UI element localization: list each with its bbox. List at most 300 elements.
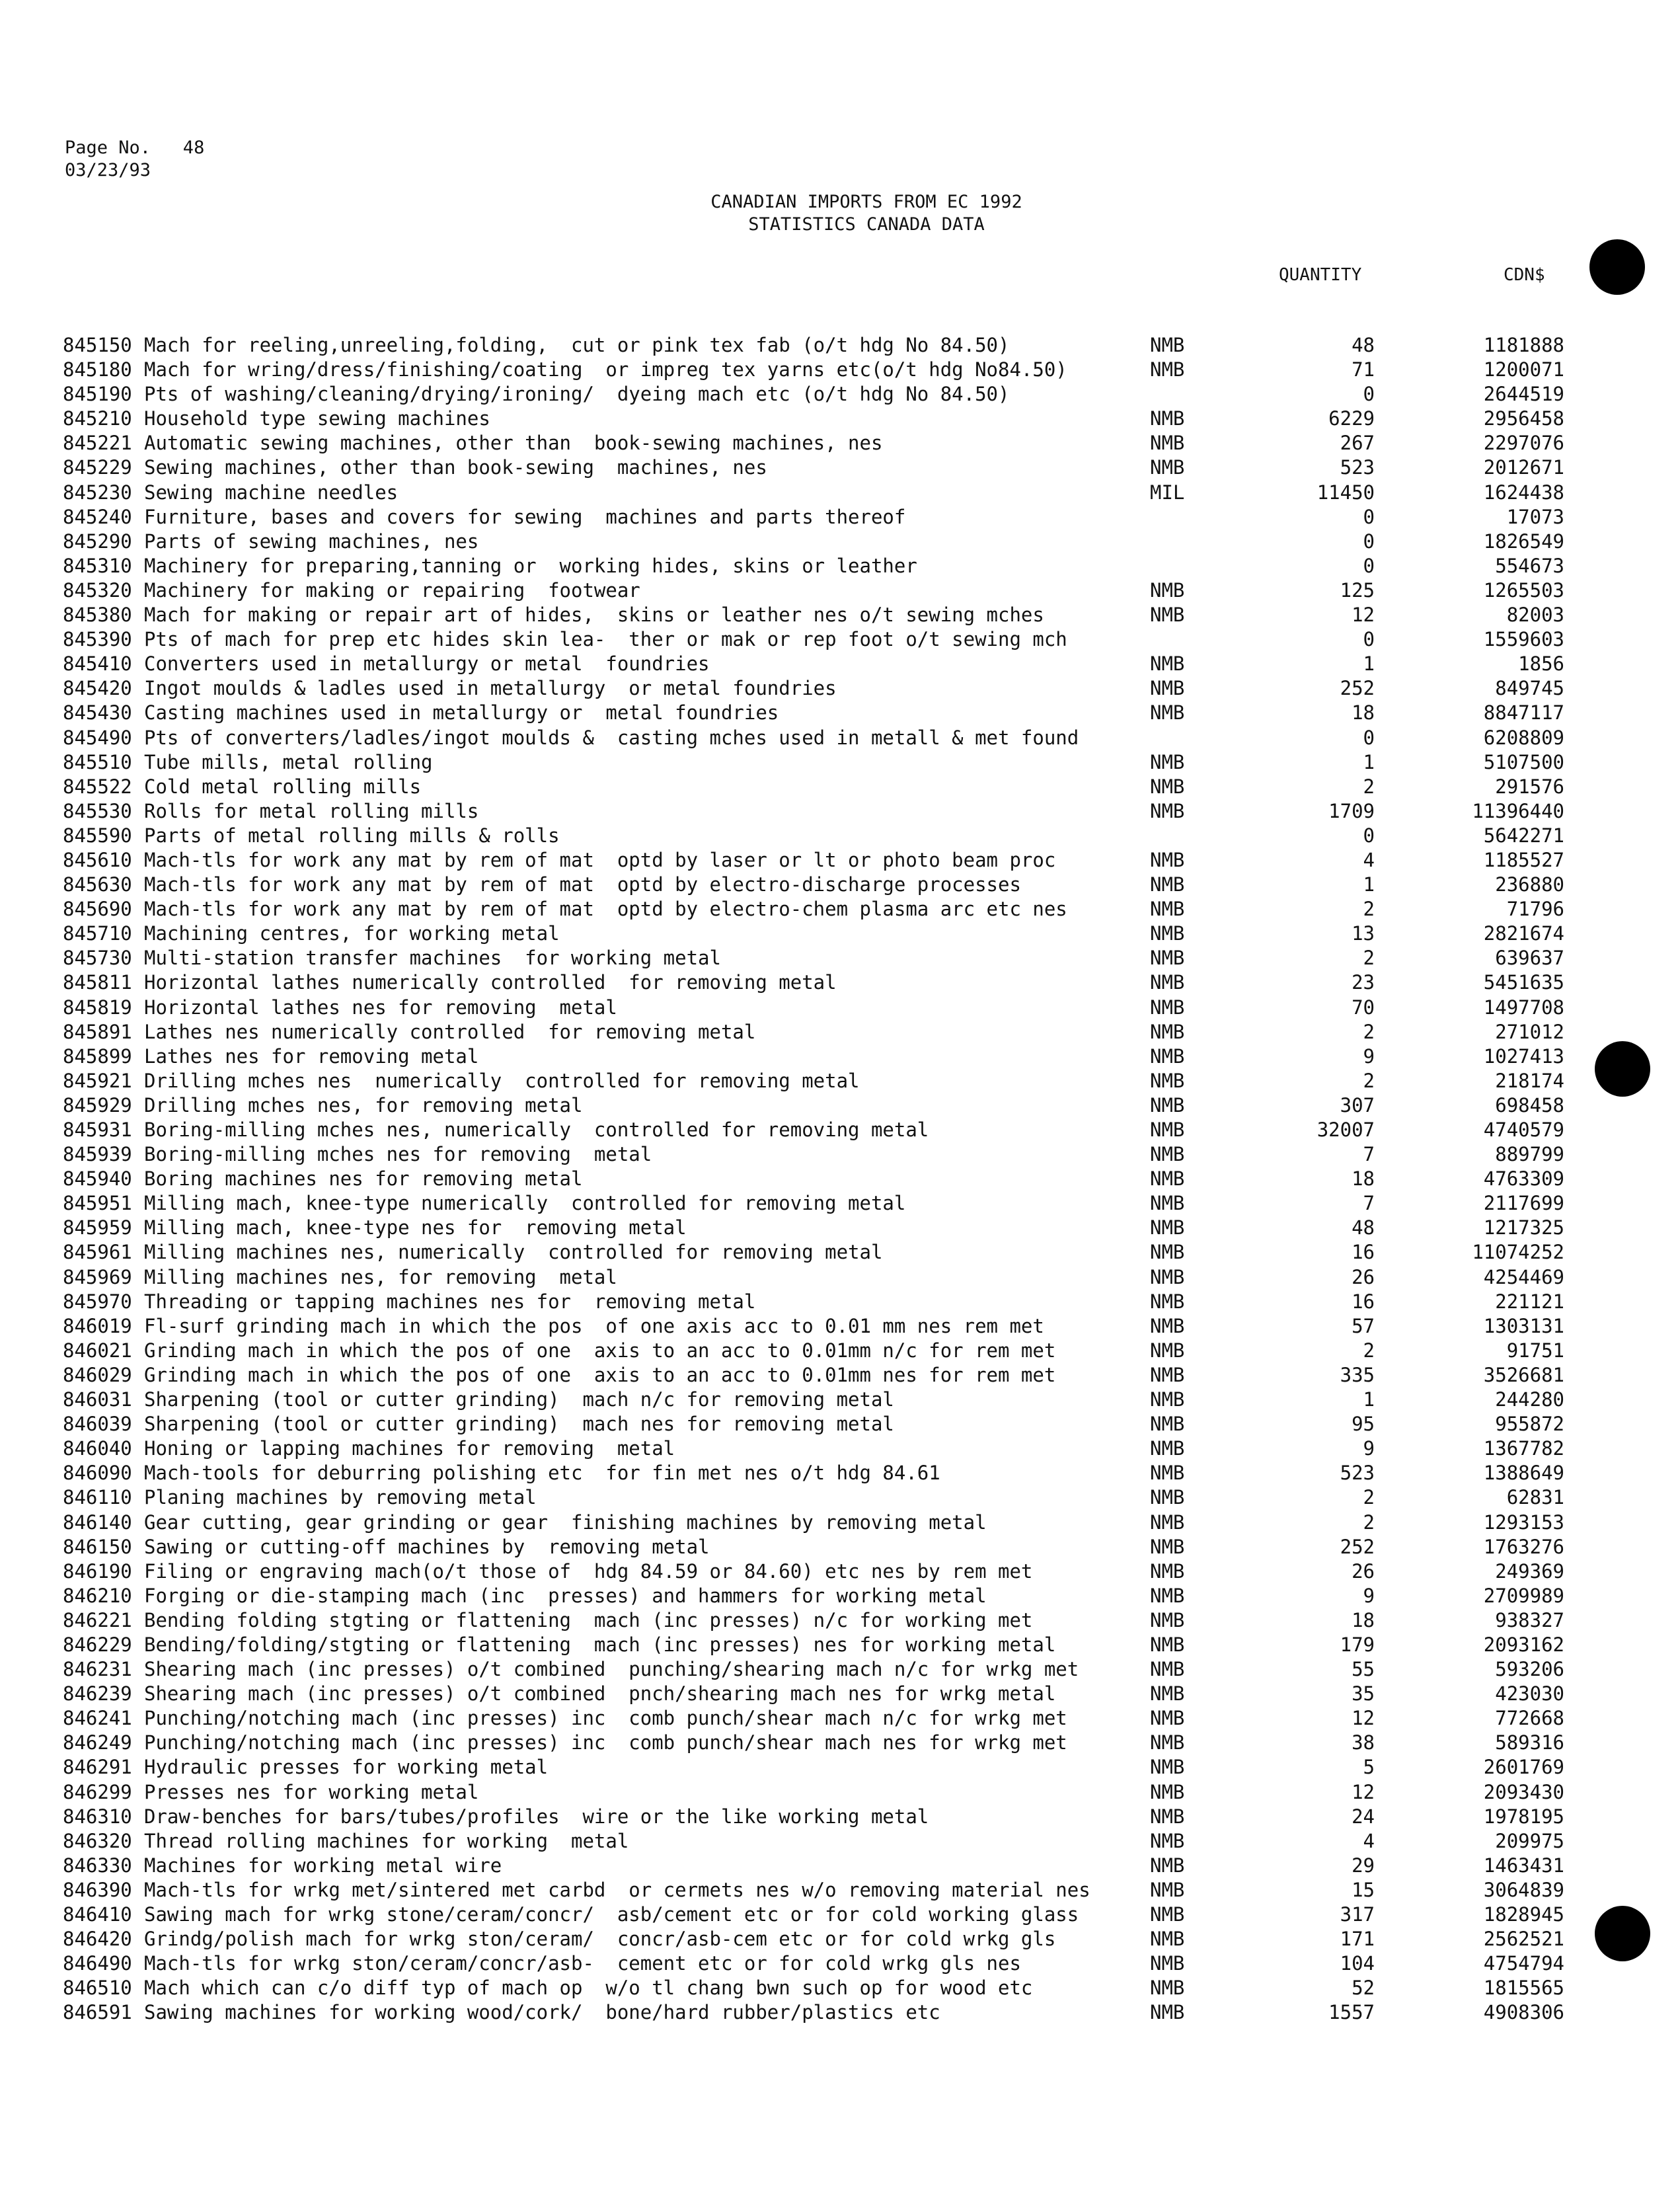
- hs-code-cell: 846410: [63, 1903, 132, 1926]
- table-row: [0, 1731, 1680, 1755]
- value-column-header: CDN$: [1504, 265, 1545, 285]
- unit-cell: NMB: [1150, 1265, 1185, 1288]
- value-cell: 6208809: [1483, 726, 1564, 749]
- unit-cell: NMB: [1150, 1486, 1185, 1509]
- description-cell: Filing or engraving mach(o/t those of hdg 84.59 or 84.60) etc nes by rem met: [144, 1559, 1033, 1583]
- quantity-cell: 11450: [1317, 481, 1375, 504]
- description-cell: Milling machines nes, for removing metal: [144, 1265, 617, 1288]
- table-row: [0, 1436, 1680, 1461]
- unit-cell: NMB: [1150, 1511, 1185, 1534]
- description-cell: Tube mills, metal rolling: [144, 750, 433, 773]
- table-row: [0, 775, 1680, 799]
- unit-cell: NMB: [1150, 1608, 1185, 1631]
- value-cell: 938327: [1495, 1608, 1564, 1631]
- table-row: [0, 701, 1680, 725]
- hs-code-cell: 846591: [63, 2001, 132, 2024]
- table-row: [0, 1657, 1680, 1682]
- description-cell: Mach-tls for wrkg ston/ceram/concr/asb- cement etc or for cold wrkg gls nes: [144, 1952, 1021, 1975]
- quantity-cell: 252: [1340, 677, 1375, 700]
- hs-code-cell: 846150: [63, 1535, 132, 1558]
- value-cell: 1388649: [1483, 1462, 1564, 1485]
- description-cell: Sawing or cutting-off machines by removing metal: [144, 1535, 710, 1558]
- value-cell: 849745: [1495, 677, 1564, 700]
- value-cell: 244280: [1495, 1388, 1564, 1411]
- value-cell: 1815565: [1483, 1977, 1564, 2000]
- value-cell: 1856: [1518, 652, 1564, 676]
- quantity-cell: 32007: [1317, 1119, 1375, 1141]
- table-row: [0, 603, 1680, 627]
- value-cell: 554673: [1495, 554, 1564, 577]
- description-cell: Horizontal lathes numerically controlled for removing metal: [144, 971, 837, 994]
- unit-cell: NMB: [1150, 407, 1185, 430]
- hs-code-cell: 846490: [63, 1952, 132, 1975]
- quantity-cell: 0: [1363, 628, 1375, 651]
- unit-cell: NMB: [1150, 1535, 1185, 1558]
- description-cell: Grinding mach in which the pos of one axis to an acc to 0.01mm n/c for rem met: [144, 1339, 1056, 1362]
- quantity-cell: 1: [1363, 873, 1375, 896]
- table-row: [0, 824, 1680, 848]
- value-cell: 291576: [1495, 775, 1564, 798]
- value-cell: 1497708: [1483, 996, 1564, 1019]
- quantity-cell: 2: [1363, 1486, 1375, 1509]
- quantity-cell: 38: [1352, 1731, 1375, 1754]
- table-row: [0, 455, 1680, 480]
- description-cell: Mach-tls for work any mat by rem of mat optd by laser or lt or photo beam proc: [144, 848, 1056, 871]
- value-cell: 82003: [1506, 604, 1564, 627]
- hs-code-cell: 846140: [63, 1511, 132, 1534]
- table-row: [0, 1706, 1680, 1731]
- description-cell: Presses nes for working metal: [144, 1780, 479, 1803]
- value-cell: 1027413: [1483, 1044, 1564, 1068]
- unit-cell: NMB: [1150, 775, 1185, 798]
- table-row: [0, 505, 1680, 530]
- unit-cell: NMB: [1150, 1069, 1185, 1092]
- description-cell: Pts of mach for prep etc hides skin lea- ther or mak or rep foot o/t sewing mch: [144, 628, 1067, 651]
- value-cell: 639637: [1495, 947, 1564, 970]
- value-cell: 1826549: [1483, 530, 1564, 553]
- description-cell: Grindg/polish mach for wrkg ston/ceram/ concr/asb-cem etc or for cold wrkg gls: [144, 1928, 1056, 1951]
- table-row: [0, 1314, 1680, 1339]
- description-cell: Mach which can c/o diff typ of mach op w/o tl chang bwn such op for wood etc: [144, 1977, 1033, 2000]
- description-cell: Grinding mach in which the pos of one axis to an acc to 0.01mm nes for rem met: [144, 1363, 1056, 1386]
- table-row: [0, 1903, 1680, 1927]
- description-cell: Bending/folding/stgting or flattening mach (inc presses) nes for working metal: [144, 1633, 1056, 1656]
- description-cell: Sharpening (tool or cutter grinding) mach nes for removing metal: [144, 1413, 894, 1436]
- table-row: [0, 578, 1680, 603]
- unit-cell: NMB: [1150, 1854, 1185, 1877]
- description-cell: Threading or tapping machines nes for removing metal: [144, 1290, 756, 1313]
- quantity-cell: 2: [1363, 775, 1375, 798]
- value-cell: 271012: [1495, 1020, 1564, 1043]
- table-row: [0, 1044, 1680, 1069]
- hs-code-cell: 845180: [63, 358, 132, 381]
- table-row: [0, 970, 1680, 995]
- unit-cell: NMB: [1150, 1707, 1185, 1730]
- description-cell: Boring machines nes for removing metal: [144, 1167, 583, 1191]
- hs-code-cell: 846039: [63, 1413, 132, 1436]
- hs-code-cell: 846190: [63, 1559, 132, 1583]
- table-row: [0, 1240, 1680, 1265]
- quantity-cell: 523: [1340, 456, 1375, 479]
- value-cell: 2117699: [1483, 1192, 1564, 1215]
- description-cell: Punching/notching mach (inc presses) inc comb punch/shear mach n/c for wrkg met: [144, 1707, 1067, 1730]
- quantity-cell: 15: [1352, 1878, 1375, 1901]
- report-subtitle: STATISTICS CANADA DATA: [748, 214, 985, 235]
- hs-code-cell: 846249: [63, 1731, 132, 1754]
- description-cell: Mach-tls for wrkg met/sintered met carbd or cermets nes w/o removing material nes: [144, 1878, 1090, 1901]
- table-row: [0, 726, 1680, 750]
- unit-cell: NMB: [1150, 1241, 1185, 1264]
- unit-cell: NMB: [1150, 1633, 1185, 1656]
- value-cell: 1978195: [1483, 1805, 1564, 1828]
- description-cell: Sharpening (tool or cutter grinding) mach n/c for removing metal: [144, 1388, 894, 1411]
- table-row: [0, 1780, 1680, 1805]
- hs-code-cell: 846310: [63, 1805, 132, 1828]
- description-cell: Honing or lapping machines for removing metal: [144, 1437, 675, 1460]
- hs-code-cell: 845630: [63, 873, 132, 896]
- value-cell: 209975: [1495, 1829, 1564, 1852]
- value-cell: 5107500: [1483, 750, 1564, 773]
- quantity-cell: 12: [1352, 1707, 1375, 1730]
- table-row: [0, 1216, 1680, 1240]
- unit-cell: NMB: [1150, 1756, 1185, 1779]
- hs-code-cell: 846330: [63, 1854, 132, 1877]
- description-cell: Cold metal rolling mills: [144, 775, 422, 798]
- quantity-cell: 24: [1352, 1805, 1375, 1828]
- hs-code-cell: 845310: [63, 554, 132, 577]
- hs-code-cell: 846221: [63, 1608, 132, 1631]
- value-cell: 3526681: [1483, 1363, 1564, 1386]
- hs-code-cell: 846040: [63, 1437, 132, 1460]
- hs-code-cell: 845710: [63, 922, 132, 945]
- quantity-cell: 7: [1363, 1192, 1375, 1215]
- unit-cell: NMB: [1150, 1658, 1185, 1681]
- hs-code-cell: 845690: [63, 898, 132, 921]
- hs-code-cell: 846241: [63, 1707, 132, 1730]
- hs-code-cell: 846019: [63, 1314, 132, 1337]
- table-row: [0, 1118, 1680, 1142]
- table-row: [0, 922, 1680, 946]
- unit-cell: NMB: [1150, 996, 1185, 1019]
- unit-cell: NMB: [1150, 652, 1185, 676]
- table-row: [0, 1339, 1680, 1363]
- value-cell: 4763309: [1483, 1167, 1564, 1191]
- hs-code-cell: 845420: [63, 677, 132, 700]
- unit-cell: NMB: [1150, 799, 1185, 822]
- description-cell: Pts of converters/ladles/ingot moulds & casting mches used in metall & met found: [144, 726, 1079, 749]
- table-row: [0, 1412, 1680, 1436]
- quantity-cell: 13: [1352, 922, 1375, 945]
- hs-code-cell: 846291: [63, 1756, 132, 1779]
- quantity-cell: 95: [1352, 1413, 1375, 1436]
- table-row: [0, 382, 1680, 407]
- description-cell: Pts of washing/cleaning/drying/ironing/ dyeing mach etc (o/t hdg No 84.50): [144, 383, 1010, 406]
- unit-cell: NMB: [1150, 1119, 1185, 1141]
- table-row: [0, 799, 1680, 824]
- unit-cell: NMB: [1150, 2001, 1185, 2024]
- unit-cell: NMB: [1150, 1903, 1185, 1926]
- unit-cell: NMB: [1150, 1143, 1185, 1166]
- table-row: [0, 1511, 1680, 1535]
- description-cell: Machines for working metal wire: [144, 1854, 502, 1877]
- hs-code-cell: 845221: [63, 432, 132, 455]
- table-row: [0, 481, 1680, 505]
- hs-code-cell: 845969: [63, 1265, 132, 1288]
- hs-code-cell: 845959: [63, 1216, 132, 1239]
- value-cell: 236880: [1495, 873, 1564, 896]
- value-cell: 2601769: [1483, 1756, 1564, 1779]
- description-cell: Hydraulic presses for working metal: [144, 1756, 549, 1779]
- value-cell: 2012671: [1483, 456, 1564, 479]
- quantity-cell: 55: [1352, 1658, 1375, 1681]
- quantity-cell: 0: [1363, 554, 1375, 577]
- description-cell: Parts of sewing machines, nes: [144, 530, 479, 553]
- quantity-cell: 12: [1352, 604, 1375, 627]
- punch-hole: [1589, 239, 1645, 295]
- quantity-cell: 70: [1352, 996, 1375, 1019]
- quantity-cell: 18: [1352, 701, 1375, 725]
- hs-code-cell: 845430: [63, 701, 132, 725]
- quantity-cell: 317: [1340, 1903, 1375, 1926]
- unit-cell: NMB: [1150, 1388, 1185, 1411]
- table-row: [0, 1633, 1680, 1657]
- description-cell: Machinery for making or repairing footwear: [144, 578, 640, 602]
- table-row: [0, 996, 1680, 1020]
- value-cell: 221121: [1495, 1290, 1564, 1313]
- hs-code-cell: 845240: [63, 505, 132, 528]
- table-row: [0, 946, 1680, 970]
- description-cell: Mach-tools for deburring polishing etc for fin met nes o/t hdg 84.61: [144, 1462, 940, 1485]
- unit-cell: NMB: [1150, 1780, 1185, 1803]
- unit-cell: NMB: [1150, 1167, 1185, 1191]
- table-row: [0, 1559, 1680, 1584]
- value-cell: 218174: [1495, 1069, 1564, 1092]
- table-row: [0, 1265, 1680, 1290]
- value-cell: 11074252: [1472, 1241, 1564, 1264]
- table-row: [0, 1093, 1680, 1118]
- quantity-cell: 0: [1363, 824, 1375, 847]
- quantity-cell: 9: [1363, 1044, 1375, 1068]
- value-cell: 1463431: [1483, 1854, 1564, 1877]
- hs-code-cell: 846420: [63, 1928, 132, 1951]
- description-cell: Boring-milling mches nes, numerically controlled for removing metal: [144, 1119, 929, 1141]
- table-row: [0, 1608, 1680, 1633]
- hs-code-cell: 846510: [63, 1977, 132, 2000]
- quantity-cell: 2: [1363, 947, 1375, 970]
- unit-cell: NMB: [1150, 1044, 1185, 1068]
- value-cell: 2821674: [1483, 922, 1564, 945]
- value-cell: 423030: [1495, 1682, 1564, 1706]
- quantity-cell: 0: [1363, 530, 1375, 553]
- hs-code-cell: 845510: [63, 750, 132, 773]
- hs-code-cell: 845190: [63, 383, 132, 406]
- quantity-cell: 48: [1352, 334, 1375, 356]
- value-cell: 249369: [1495, 1559, 1564, 1583]
- quantity-cell: 0: [1363, 726, 1375, 749]
- hs-code-cell: 845899: [63, 1044, 132, 1068]
- value-cell: 2709989: [1483, 1584, 1564, 1607]
- value-cell: 1303131: [1483, 1314, 1564, 1337]
- quantity-cell: 26: [1352, 1265, 1375, 1288]
- description-cell: Furniture, bases and covers for sewing machines and parts thereof: [144, 505, 906, 528]
- value-cell: 62831: [1506, 1486, 1564, 1509]
- unit-cell: NMB: [1150, 677, 1185, 700]
- table-row: [0, 1535, 1680, 1559]
- quantity-cell: 104: [1340, 1952, 1375, 1975]
- unit-cell: NMB: [1150, 358, 1185, 381]
- table-row: [0, 1191, 1680, 1216]
- quantity-cell: 48: [1352, 1216, 1375, 1239]
- hs-code-cell: 845811: [63, 971, 132, 994]
- hs-code-cell: 845590: [63, 824, 132, 847]
- unit-cell: NMB: [1150, 848, 1185, 871]
- description-cell: Converters used in metallurgy or metal foundries: [144, 652, 710, 676]
- description-cell: Milling mach, knee-type nes for removing metal: [144, 1216, 687, 1239]
- value-cell: 889799: [1495, 1143, 1564, 1166]
- unit-cell: NMB: [1150, 1559, 1185, 1583]
- value-cell: 4254469: [1483, 1265, 1564, 1288]
- table-row: [0, 1485, 1680, 1510]
- description-cell: Drilling mches nes, for removing metal: [144, 1093, 583, 1117]
- unit-cell: NMB: [1150, 604, 1185, 627]
- value-cell: 2956458: [1483, 407, 1564, 430]
- unit-cell: NMB: [1150, 334, 1185, 356]
- hs-code-cell: 845921: [63, 1069, 132, 1092]
- table-row: [0, 1584, 1680, 1608]
- value-cell: 1367782: [1483, 1437, 1564, 1460]
- hs-code-cell: 846021: [63, 1339, 132, 1362]
- hs-code-cell: 845522: [63, 775, 132, 798]
- quantity-cell: 125: [1340, 578, 1375, 602]
- value-cell: 593206: [1495, 1658, 1564, 1681]
- value-cell: 71796: [1506, 898, 1564, 921]
- hs-code-cell: 845530: [63, 799, 132, 822]
- description-cell: Draw-benches for bars/tubes/profiles wire or the like working metal: [144, 1805, 929, 1828]
- table-row: [0, 1682, 1680, 1706]
- value-cell: 8847117: [1483, 701, 1564, 725]
- quantity-cell: 18: [1352, 1608, 1375, 1631]
- table-row: [0, 1951, 1680, 1976]
- quantity-cell: 23: [1352, 971, 1375, 994]
- import-table: [0, 333, 1680, 2025]
- unit-cell: NMB: [1150, 1020, 1185, 1043]
- quantity-cell: 1: [1363, 750, 1375, 773]
- description-cell: Horizontal lathes nes for removing metal: [144, 996, 617, 1019]
- description-cell: Lathes nes numerically controlled for removing metal: [144, 1020, 756, 1043]
- description-cell: Ingot moulds & ladles used in metallurgy or metal foundries: [144, 677, 837, 700]
- unit-cell: NMB: [1150, 1878, 1185, 1901]
- quantity-cell: 26: [1352, 1559, 1375, 1583]
- table-row: [0, 652, 1680, 676]
- quantity-cell: 6229: [1328, 407, 1375, 430]
- table-row: [0, 1142, 1680, 1167]
- table-row: [0, 1755, 1680, 1780]
- hs-code-cell: 845490: [63, 726, 132, 749]
- description-cell: Sewing machines, other than book-sewing machines, nes: [144, 456, 767, 479]
- description-cell: Casting machines used in metallurgy or metal foundries: [144, 701, 779, 725]
- hs-code-cell: 845940: [63, 1167, 132, 1191]
- quantity-cell: 307: [1340, 1093, 1375, 1117]
- table-row: [0, 1854, 1680, 1878]
- table-row: [0, 1805, 1680, 1829]
- hs-code-cell: 846031: [63, 1388, 132, 1411]
- unit-cell: NMB: [1150, 898, 1185, 921]
- description-cell: Sawing machines for working wood/cork/ bone/hard rubber/plastics etc: [144, 2001, 940, 2024]
- description-cell: Milling mach, knee-type numerically controlled for removing metal: [144, 1192, 906, 1215]
- report-date: 03/23/93: [65, 160, 151, 180]
- quantity-cell: 335: [1340, 1363, 1375, 1386]
- table-row: [0, 750, 1680, 775]
- value-cell: 3064839: [1483, 1878, 1564, 1901]
- quantity-cell: 7: [1363, 1143, 1375, 1166]
- hs-code-cell: 845891: [63, 1020, 132, 1043]
- table-row: [0, 1388, 1680, 1412]
- hs-code-cell: 845929: [63, 1093, 132, 1117]
- description-cell: Gear cutting, gear grinding or gear finishing machines by removing metal: [144, 1511, 987, 1534]
- hs-code-cell: 845390: [63, 628, 132, 651]
- value-cell: 1763276: [1483, 1535, 1564, 1558]
- hs-code-cell: 845290: [63, 530, 132, 553]
- table-row: [0, 1976, 1680, 2000]
- description-cell: Parts of metal rolling mills & rolls: [144, 824, 560, 847]
- quantity-cell: 16: [1352, 1290, 1375, 1313]
- table-row: [0, 1461, 1680, 1485]
- value-cell: 4740579: [1483, 1119, 1564, 1141]
- quantity-cell: 2: [1363, 1069, 1375, 1092]
- hs-code-cell: 845610: [63, 848, 132, 871]
- quantity-cell: 2: [1363, 898, 1375, 921]
- value-cell: 2297076: [1483, 432, 1564, 455]
- unit-cell: NMB: [1150, 947, 1185, 970]
- table-row: [0, 530, 1680, 554]
- description-cell: Fl-surf grinding mach in which the pos of one axis acc to 0.01 mm nes rem met: [144, 1314, 1044, 1337]
- quantity-cell: 252: [1340, 1535, 1375, 1558]
- quantity-cell: 52: [1352, 1977, 1375, 2000]
- hs-code-cell: 846110: [63, 1486, 132, 1509]
- description-cell: Mach-tls for work any mat by rem of mat optd by electro-discharge processes: [144, 873, 1021, 896]
- hs-code-cell: 845730: [63, 947, 132, 970]
- unit-cell: NMB: [1150, 456, 1185, 479]
- value-cell: 11396440: [1472, 799, 1564, 822]
- table-row: [0, 1927, 1680, 1951]
- hs-code-cell: 845230: [63, 481, 132, 504]
- unit-cell: NMB: [1150, 1952, 1185, 1975]
- table-row: [0, 873, 1680, 897]
- quantity-cell: 18: [1352, 1167, 1375, 1191]
- unit-cell: NMB: [1150, 971, 1185, 994]
- description-cell: Mach for wring/dress/finishing/coating or impreg tex yarns etc(o/t hdg No84.50): [144, 358, 1067, 381]
- value-cell: 4908306: [1483, 2001, 1564, 2024]
- description-cell: Machining centres, for working metal: [144, 922, 560, 945]
- unit-cell: NMB: [1150, 1805, 1185, 1828]
- table-row: [0, 1167, 1680, 1191]
- value-cell: 589316: [1495, 1731, 1564, 1754]
- description-cell: Mach-tls for work any mat by rem of mat optd by electro-chem plasma arc etc nes: [144, 898, 1067, 921]
- description-cell: Household type sewing machines: [144, 407, 490, 430]
- quantity-cell: 57: [1352, 1314, 1375, 1337]
- value-cell: 1265503: [1483, 578, 1564, 602]
- table-row: [0, 1829, 1680, 1854]
- unit-cell: NMB: [1150, 1363, 1185, 1386]
- hs-code-cell: 846210: [63, 1584, 132, 1607]
- quantity-cell: 16: [1352, 1241, 1375, 1264]
- description-cell: Milling machines nes, numerically controlled for removing metal: [144, 1241, 883, 1264]
- hs-code-cell: 845150: [63, 334, 132, 356]
- value-cell: 4754794: [1483, 1952, 1564, 1975]
- description-cell: Shearing mach (inc presses) o/t combined punching/shearing mach n/c for wrkg met: [144, 1658, 1079, 1681]
- table-row: [0, 848, 1680, 873]
- description-cell: Boring-milling mches nes for removing metal: [144, 1143, 652, 1166]
